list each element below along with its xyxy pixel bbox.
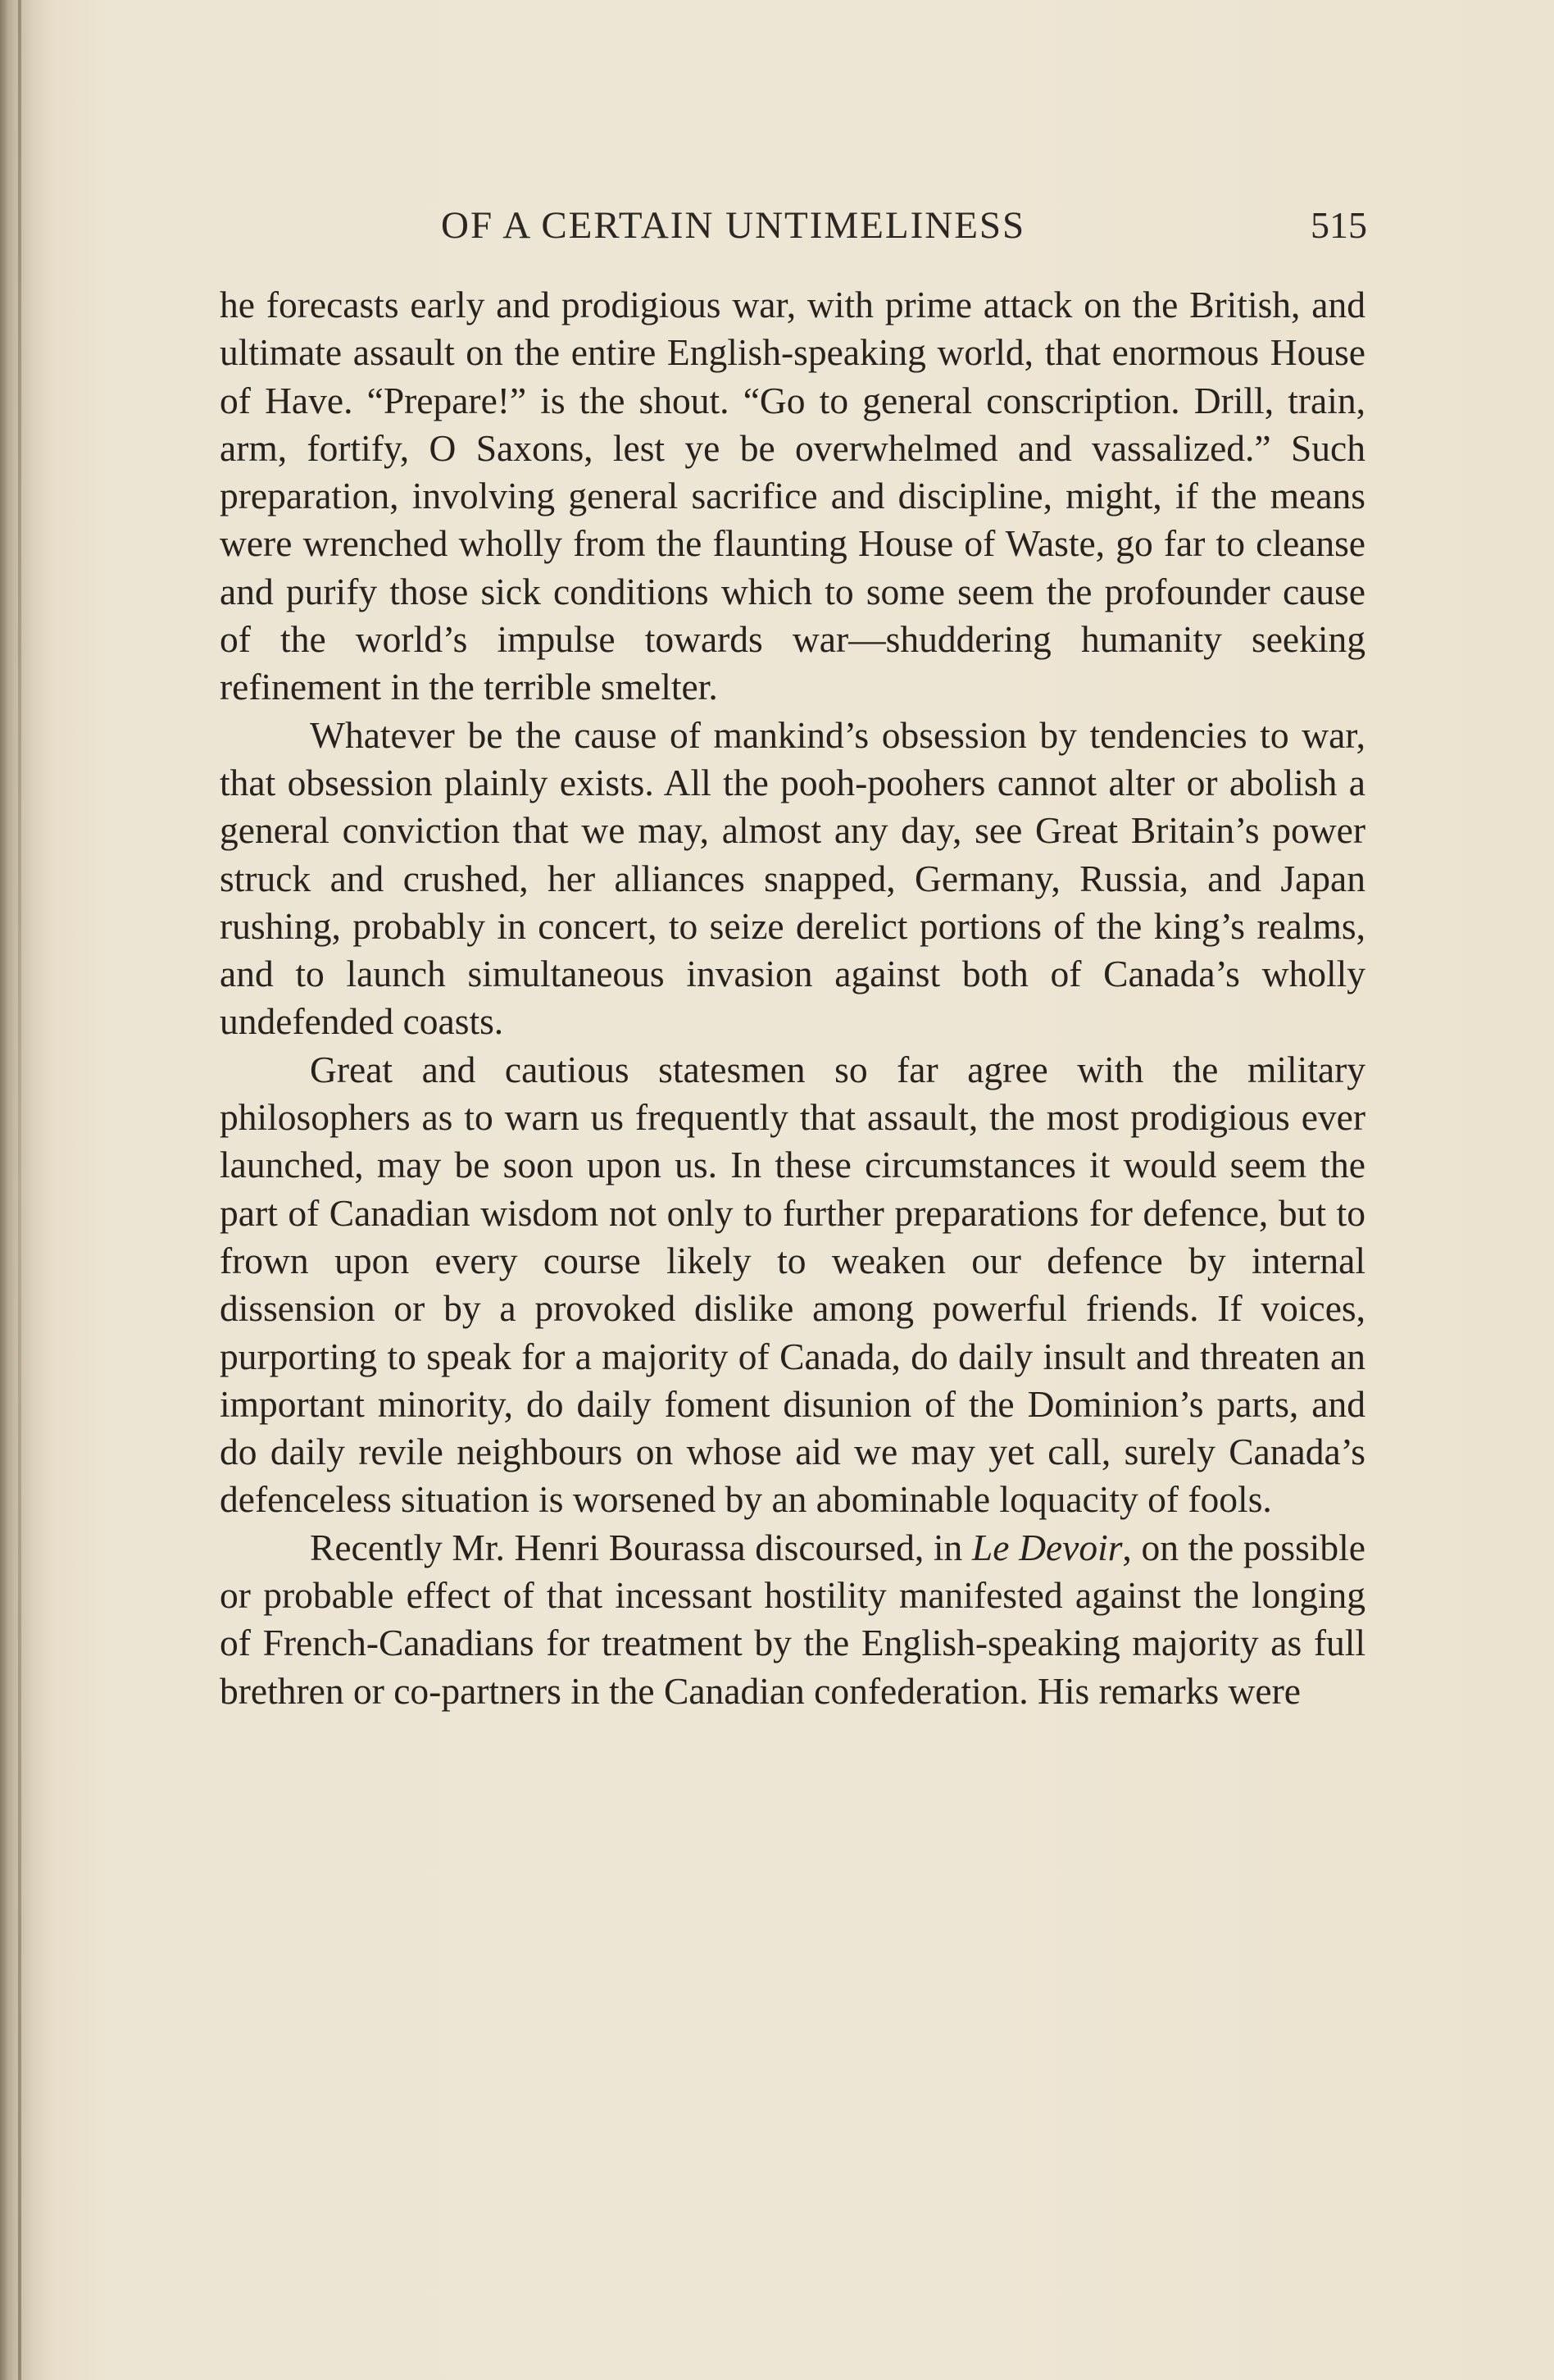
paragraph-text: , on the possible or probable effect of that incessant hostility manifested against the longing of French-Canadians for treatment by the English-speaking majority as full brethren or co-partners in the Canadian confederation. His remarks were: [220, 1526, 1365, 1712]
binding-edge: [18, 0, 21, 2380]
running-head: [220, 203, 1367, 261]
page-number: 515: [1311, 204, 1367, 246]
paragraph: [220, 1524, 1365, 1715]
paragraph-continued: he forecasts early and prodigious war, with prime attack on the British, and ultimate assault on the entire English-speaking world, that enormous House of Have. “Prepare!” is the shout. “Go to general conscription. Drill, train, arm, fortify, O Saxons, lest ye be overwhelmed and vassalized.” Such preparation, involving general sacrifice and discipline, might, if the means were wrenched wholly from the flaunting House of Waste, go far to cleanse and purify those sick conditions which to some seem the profounder cause of the world’s impulse towards war—shuddering humanity seeking refinement in the terrible smelter.: [220, 284, 1365, 708]
body-text: [220, 281, 1365, 1715]
paragraph-text: Recently Mr. Henri Bourassa discoursed, in: [310, 1526, 972, 1568]
running-title: OF A CERTAIN UNTIMELINESS: [441, 204, 1026, 247]
newspaper-title: Le Devoir: [971, 1526, 1123, 1568]
paragraph: Great and cautious statesmen so far agree with the military philosophers as to warn us frequently that assault, the most prodigious ever launched, may be soon upon us. In these circumstances it would seem the part of Canadian wisdom not only to further preparations for defence, but to frown upon every course likely to weaken our defence by internal dissension or by a provoked dislike among powerful friends. If voices, purporting to speak for a majority of Canada, do daily insult and threaten an important minority, do daily foment disunion of the Dominion’s parts, and do daily revile neighbours on whose aid we may yet call, surely Canada’s defenceless situation is worsened by an abominable loquacity of fools.: [220, 1048, 1365, 1521]
paragraph: Whatever be the cause of mankind’s obsession by tendencies to war, that obsession plainly exists. All the pooh-poohers cannot alter or abolish a general conviction that we may, almost any day, see Great Britain’s power struck and crushed, her alliances snapped, Germany, Russia, and Japan rushing, probably in concert, to seize derelict portions of the king’s realms, and to launch simultaneous invasion against both of Canada’s wholly undefended coasts.: [220, 713, 1365, 1043]
gutter-shadow: [0, 0, 57, 2380]
